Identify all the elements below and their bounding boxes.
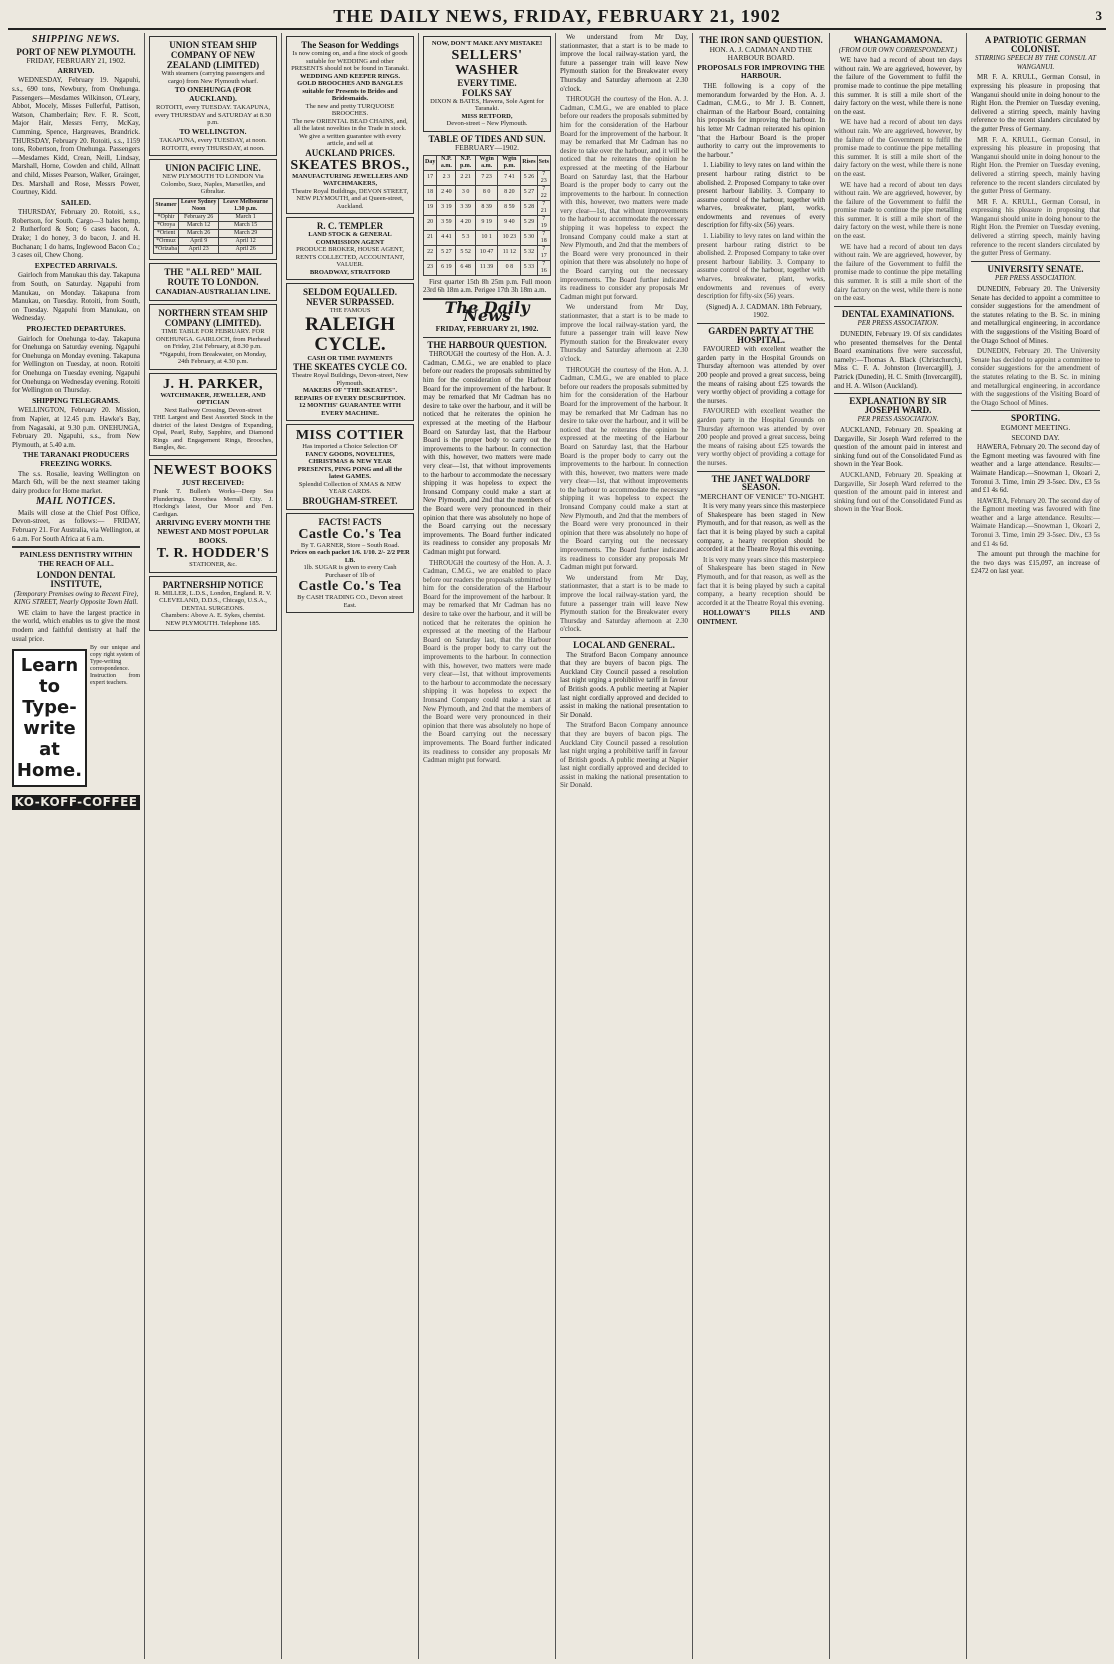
table-row bbox=[424, 200, 551, 215]
table-header: Leave Melbourne 1.30 p.m. bbox=[219, 198, 273, 213]
table-cell: 21 bbox=[424, 230, 437, 245]
column-5-intro: We understand from Mr Day, stationmaster, that a start is to be made to improve the local railway-station yard, the future a passenger train will leave New Plymouth station for the Breakwater every Thursday and Saturday afternoon at 2.30 o'clock. bbox=[560, 33, 688, 93]
table-cell: 10 23 bbox=[498, 230, 521, 245]
table-header: Steamer bbox=[154, 198, 179, 213]
mail-notices-heading: MAIL NOTICES. bbox=[35, 496, 117, 508]
table-row bbox=[154, 237, 273, 245]
table-row bbox=[424, 230, 551, 245]
divider bbox=[12, 546, 140, 548]
iron-sand-heading: THE IRON SAND QUESTION. bbox=[699, 35, 823, 45]
table-cell: April 23 bbox=[179, 245, 219, 253]
cycle-heading: CYCLE. bbox=[314, 333, 386, 355]
table-row bbox=[154, 229, 273, 237]
sailings-text: THURSDAY, February 20. Rotoiti, s.s., Robertson, for South. Cargo—3 bales hemp, 2 Rutherford & Son; 6 cases bacon, A. Drake; 1 do honey, 3 do bacon, J. and H. Buchanan; 1 do hams, Inglewood Bacon Co.; 3 cases oil, Chew Chong. bbox=[12, 208, 140, 260]
table-cell: March 26 bbox=[179, 229, 219, 237]
onehunga-text: ROTOITI, every TUESDAY. TAKAPUNA, every THURSDAY and SATURDAY at 8.30 p.m. bbox=[154, 104, 272, 127]
sporting-heading: SPORTING. bbox=[1011, 413, 1060, 424]
harbour-question-heading: THE HARBOUR QUESTION. bbox=[427, 339, 547, 350]
whangamamona-text: WE have had a record of about ten days without rain. We are aggrieved, however, by the failure of the Government to fulfil the promise made to continue the pipe metalling this summer. It is still a mile short of the dairy factory on the west, while there is none on the east. bbox=[834, 56, 962, 116]
facts-text: FACTS! FACTS bbox=[318, 516, 382, 527]
table-cell: 8 0 bbox=[475, 185, 498, 200]
column-1 bbox=[8, 33, 145, 1659]
famous-text: THE FAMOUS bbox=[329, 307, 371, 314]
all-red-ad bbox=[149, 263, 277, 302]
table-cell: 7 16 bbox=[537, 260, 550, 275]
column-5-continued: We understand from Mr Day, stationmaster, that a start is to be made to improve the local railway-station yard, the future a passenger train will leave New Plymouth station for the Breakwater every Thursday and Saturday afternoon at 2.30 o'clock. bbox=[560, 573, 688, 634]
table-cell: 8 39 bbox=[475, 200, 498, 215]
raleigh-heading: RALEIGH bbox=[305, 313, 395, 335]
table-cell: 5 30 bbox=[521, 230, 537, 245]
all-red-heading: THE "ALL RED" MAIL ROUTE TO LONDON. bbox=[164, 266, 262, 287]
table-cell: 7 17 bbox=[537, 245, 550, 260]
university-senate-continued: DUNEDIN, February 20. The University Senate has decided to appoint a committee to consider suggestions for the amendment of the statutes relating to the B. Sc. in mining and metallurgical engineering, in accordance with the suggestions of the Visiting Board of the Otago School of Mines. bbox=[971, 347, 1100, 407]
castle-heading: Castle Co.'s Tea bbox=[298, 526, 402, 542]
cottier-ad bbox=[286, 424, 414, 510]
auckland-prices: AUCKLAND PRICES. bbox=[305, 147, 395, 158]
union-heading: UNION STEAM SHIP COMPANY OF NEW ZEALAND (LIMITED) bbox=[166, 40, 260, 70]
table-cell: 6 19 bbox=[437, 260, 456, 275]
table-header: Rises bbox=[521, 155, 537, 170]
learn-line: write bbox=[23, 718, 76, 740]
sporting-continued: HAWERA, February 20. The second day of the Egmont meeting was favoured with fine weather and a large attendance. Results:— Waimate Handicap.—Snowman 1, Okoari 2, Toronui 3. Time, 1min 29 3-5sec. Div., £3 5s and £1 4s 6d. bbox=[971, 496, 1100, 548]
column-3 bbox=[282, 33, 419, 1659]
table-header: Leave Sydney Noon bbox=[179, 198, 219, 213]
table-row bbox=[424, 245, 551, 260]
table-cell: *Orizaba bbox=[155, 245, 177, 252]
whangamamona-heading: WHANGAMAMONA. bbox=[853, 35, 943, 45]
table-row bbox=[424, 170, 551, 185]
table-cell: March 12 bbox=[179, 221, 219, 229]
sellers-washer-ad bbox=[423, 36, 551, 132]
retford-address: Devon-street – New Plymouth. bbox=[446, 120, 528, 127]
repairs-text: REPAIRS OF EVERY DESCRIPTION. bbox=[294, 394, 406, 402]
iron-sand-text: THE following is a copy of the memorandum forwarded by the Hon. A. J. Cadman, C.M.G., to Mr J. B. Connett, chairman of the Harbour Board, containing his proposals for improving the harbour. In his letter Mr Cadman reiterated his opinion "that the Harbour Board is the proper authority to carry out the improvements to the harbour." bbox=[697, 81, 825, 159]
dental-institute-sub: (Temporary Premises owing to Recent Fire), KING STREET, Nearly Opposite Town Hall. bbox=[13, 589, 139, 607]
table-cell: 3 59 bbox=[437, 215, 456, 230]
memo-items: 1. Liability to levy rates on land within the present harbour rating district to be abolished. 2. Proposed Company to take over present harbour liability. 3. Company to assume control of the harbour, together with wharves, breakwater, plant, works, endowments and revenues of every description for fifty-six (56) years. bbox=[697, 161, 825, 230]
raleigh-ad bbox=[286, 283, 414, 421]
local-general-text: The Stratford Bacon Company announce that they are buyers of bacon pigs. The Auckland City Council passed a resolution last night urging a prohibitive tariff in favour of British goods. A public meeting at Napier last night cordially approved and decided to assist in making the national presentation to Sir Donald. bbox=[560, 650, 688, 719]
expected-text: Gairloch from Manukau this day. Takapuna from South, on Saturday. Ngapuhi from Manukau, on Monday. Takapuna from Manukau, on Tuesday. Rotoiti, from South, on Tuesday. Ngapuhi from Manukau, on Wednesday. bbox=[12, 271, 140, 323]
cottier-sub: Has imported a Choice Selection OF bbox=[302, 443, 398, 450]
column-2 bbox=[145, 33, 282, 1659]
dental-exams-heading: DENTAL EXAMINATIONS. bbox=[841, 308, 955, 319]
ward-heading: EXPLANATION BY SIR JOSEPH WARD. bbox=[849, 396, 947, 415]
patriotic-continued: MR F. A. KRULL, German Consul, in expressing his pleasure in proposing that Wanganui should unite in doing honour to the Right Hon. the Premier on Tuesday evening, delivered a stirring speech, mainly having reference to the recent slanders circulated by the gutter Press of Germany. bbox=[971, 135, 1100, 196]
cash-trading-text: By CASH TRADING CO., Devon street East. bbox=[297, 594, 403, 609]
table-header: Wgtn p.m. bbox=[498, 155, 521, 170]
tides-body bbox=[424, 170, 551, 275]
parker-sub: WATCHMAKER, JEWELLER, AND OPTICIAN bbox=[160, 391, 266, 407]
ward-sub: PER PRESS ASSOCIATION. bbox=[857, 415, 939, 424]
templer-text: PRODUCE BROKER, HOUSE AGENT, RENTS COLLECTED, ACCOUNTANT, VALUER. bbox=[295, 246, 405, 268]
skeates-cycle-address: Theatre Royal Buildings, Devon-street, New Plymouth. bbox=[291, 372, 409, 387]
prices-text: Prices on each packet 1/6. 1/10. 2/- 2/2 PER LB. bbox=[290, 549, 410, 564]
mail-notices-text: Mails will close at the Chief Post Office, Devon-street, as follows:— FRIDAY, February 21. For Australia, via Wellington, at 6 a.m. For South Africa at 6 a.m. bbox=[12, 508, 140, 543]
dental-exams-sub: PER PRESS ASSOCIATION. bbox=[857, 319, 939, 328]
column-6 bbox=[693, 33, 830, 1659]
guarantee-text: We give a written guarantee with every article, and sell at bbox=[299, 132, 401, 147]
table-row bbox=[424, 215, 551, 230]
telegrams-heading: SHIPPING TELEGRAMS. bbox=[32, 395, 120, 405]
signed-text: (Signed) A. J. CADMAN. 18th February, 1902. bbox=[706, 302, 822, 320]
janet-waldorf-heading: THE JANET WALDORF SEASON. bbox=[711, 473, 811, 493]
northern-steam-ad bbox=[149, 304, 277, 370]
table-cell: 7 22 bbox=[537, 185, 550, 200]
turquoise-text: The new and pretty TURQUOISE BROOCHES. bbox=[305, 102, 395, 117]
table-cell: 20 bbox=[424, 215, 437, 230]
wellington-text: TAKAPUNA, every TUESDAY, at noon. ROTOITI, every THURSDAY, at noon. bbox=[159, 137, 267, 152]
table-cell: 5 28 bbox=[521, 200, 537, 215]
port-heading: PORT OF NEW PLYMOUTH. bbox=[16, 46, 136, 57]
paper-title: THE DAILY NEWS, FRIDAY, FEBRUARY 21, 1902 bbox=[333, 6, 781, 26]
table-header: Wgtn a.m. bbox=[475, 155, 498, 170]
northern-text: TIME TABLE FOR FEBRUARY. FOR ONEHUNGA. GAIRLOCH, from Pierhead on Friday, 21st February, at 8.30 p.m. *Ngapuhi, from Breakwater, on Monday, 24th February, at 4.30 p.m. bbox=[156, 328, 270, 366]
tides-header-row bbox=[424, 155, 551, 170]
table-cell: 5 33 bbox=[521, 260, 537, 275]
table-cell: 5 3 bbox=[456, 230, 475, 245]
divider bbox=[423, 337, 551, 338]
sporting-bottom: The amount put through the machine for the two days was £15,097, an increase of £2472 on last year. bbox=[971, 550, 1100, 576]
hodder-heading: T. R. HODDER'S bbox=[156, 546, 270, 562]
table-cell: 5 27 bbox=[521, 185, 537, 200]
whangamamona-continued: WE have had a record of about ten days without rain. We are aggrieved, however, by the failure of the Government to fulfil the promise made to continue the pipe metalling this summer. It is still a mile short of the dairy factory on the west, while there is none on the east. bbox=[834, 242, 962, 303]
whangamamona-continued: WE have had a record of about ten days without rain. We are aggrieved, however, by the failure of the Government to fulfil the promise made to continue the pipe metalling this summer. It is still a mile short of the dairy factory on the west, while there is none on the east. bbox=[834, 180, 962, 241]
iron-sand-sub: HON. A. J. CADMAN AND THE HARBOUR BOARD. bbox=[709, 44, 813, 63]
table-cell: *Ormuz bbox=[154, 237, 179, 245]
page-number: 3 bbox=[1095, 8, 1102, 23]
skeates-cycle-heading: THE SKEATES CYCLE CO. bbox=[293, 362, 407, 372]
table-cell: 3 39 bbox=[456, 200, 475, 215]
learn-side-text: By our unique and copy right system of Type-writing correspondence. Instruction from expert teachers. bbox=[90, 645, 140, 687]
local-general-heading: LOCAL AND GENERAL. bbox=[573, 639, 675, 650]
skeates-address: Theatre Royal Buildings, DEVON STREET, NEW PLYMOUTH, and at Queen-street, Auckland. bbox=[291, 187, 409, 210]
table-cell: *Oroya bbox=[154, 221, 179, 229]
parker-heading: J. H. PARKER, bbox=[163, 376, 263, 392]
dental-institute-heading: LONDON DENTAL INSTITUTE, bbox=[36, 570, 116, 590]
learn-to-typewrite-ad bbox=[12, 649, 87, 787]
shipping-news-heading: SHIPPING NEWS. bbox=[31, 34, 121, 45]
table-cell: 19 bbox=[424, 200, 437, 215]
table-cell: February 26 bbox=[179, 213, 219, 221]
moon-phases: First quarter 15th 8h 25m p.m. Full moon 23rd 6h 18m a.m. Perigee 17th 3h 18m a.m. bbox=[423, 277, 551, 295]
northern-heading: NORTHERN STEAM SHIP COMPANY (LIMITED). bbox=[158, 308, 268, 329]
column-4 bbox=[419, 33, 556, 1659]
table-cell: 11 39 bbox=[475, 260, 498, 275]
hodder-sub: STATIONER, &c. bbox=[189, 561, 237, 569]
university-senate-text: DUNEDIN, February 20. The University Senate has decided to appoint a committee to consider suggestions for the amendment of the statutes relating to the B. Sc. in mining and metallurgical engineering, in accordance with the suggestions of the Visiting Board of the Otago School of Mines. bbox=[971, 285, 1100, 345]
producers-text: The s.s. Rosalie, leaving Wellington on March 6th, will be the next steamer taking dairy produce for Home market. bbox=[12, 469, 140, 495]
expected-heading: EXPECTED ARRIVALS. bbox=[34, 260, 118, 270]
local-general-continued: The Stratford Bacon Company announce that they are buyers of bacon pigs. The Auckland City Council passed a resolution last night urging a prohibitive tariff in favour of British goods. A public meeting at Napier last night cordially approved and decided to assist in making the national presentation to Sir Donald. bbox=[560, 721, 688, 790]
table-cell: 8 59 bbox=[498, 200, 521, 215]
divider bbox=[697, 471, 825, 472]
table-cell: 7 21 bbox=[537, 200, 550, 215]
tides-heading: TABLE OF TIDES AND SUN. bbox=[428, 133, 546, 144]
cottier-more: Splendid Collection of XMAS & NEW YEAR CARDS. bbox=[298, 480, 402, 495]
never-text: NEVER SURPASSED. bbox=[306, 297, 394, 307]
university-senate-heading: UNIVERSITY SENATE. bbox=[987, 263, 1084, 274]
telegrams-text: WELLINGTON, February 20. Mission, from Napier, at 12.45 p.m. Hawke's Bay, from Nagasaki, at 9.30 p.m. ONEHUNGA, February 20. Ngapuhi, s.s., from New Plymouth, at 5.40 a.m. bbox=[12, 406, 140, 449]
partnership-heading: PARTNERSHIP NOTICE bbox=[162, 579, 264, 590]
table-cell: 5 52 bbox=[456, 245, 475, 260]
table-cell: 7 23 bbox=[475, 170, 498, 185]
skeates-sub: MANUFACTURING JEWELLERS AND WATCHMAKERS, bbox=[292, 172, 408, 187]
retford-heading: MISS RETFORD, bbox=[461, 112, 513, 120]
templer-sub: LAND STOCK & GENERAL COMMISSION AGENT bbox=[308, 231, 392, 246]
table-row bbox=[154, 245, 273, 253]
table-cell: 11 12 bbox=[498, 245, 521, 260]
table-cell: 2 40 bbox=[437, 185, 456, 200]
learn-ad bbox=[12, 645, 140, 791]
table-header: N.P. p.m. bbox=[456, 155, 475, 170]
table-row bbox=[424, 260, 551, 275]
union-steam-ad bbox=[149, 36, 277, 156]
canadian-heading: CANADIAN-AUSTRALIAN LINE. bbox=[155, 286, 271, 296]
wellington-heading: TO WELLINGTON. bbox=[179, 126, 247, 136]
table-cell: 0 8 bbox=[498, 260, 521, 275]
months-text: 12 MONTHS' GUARANTEE WITH EVERY MACHINE. bbox=[299, 402, 401, 417]
learn-line: to Type- bbox=[22, 676, 77, 719]
partnership-text: R. MILLER, L.D.S., London, England. R. V. CLEVELAND, D.D.S., Chicago, U.S.A., DENTAL SURGEONS. bbox=[154, 589, 272, 612]
table-header: Sets bbox=[537, 155, 550, 170]
table-cell: 9 40 bbox=[498, 215, 521, 230]
ward-text: AUCKLAND, February 20. Speaking at Dargaville, Sir Joseph Ward referred to the question of the amount paid in interest and sinking fund out of the Consolidated Fund as shown in the Year Book. bbox=[834, 425, 962, 469]
divider bbox=[971, 410, 1100, 411]
books-sub: JUST RECEIVED: bbox=[181, 477, 245, 487]
union-text: With steamers (carrying passengers and cargo) from New Plymouth wharf. bbox=[161, 70, 265, 85]
table-cell: 2 21 bbox=[456, 170, 475, 185]
table-cell: March 15 bbox=[219, 221, 273, 229]
table-cell: 7 19 bbox=[537, 215, 550, 230]
table-cell: 18 bbox=[424, 185, 437, 200]
whangamamona-continued: WE have had a record of about ten days without rain. We are aggrieved, however, by the failure of the Government to fulfil the promise made to continue the pipe metalling this summer. It is still a mile short of the dairy factory on the west, while there is none on the east. bbox=[834, 118, 962, 178]
port-date: FRIDAY, FEBRUARY 21, 1902. bbox=[26, 56, 126, 66]
harbour-question-text: THROUGH the courtesy of the Hon. A. J. Cadman, C.M.G., we are enabled to place before our readers the proposals submitted by him for the consideration of the Harbour Board for the improvement of the harbour. It may be remarked that Mr Cadman has no desire to take over the harbour, and it will be noticed that he reiterates the opinion he expressed at the meeting of the Harbour Board on Saturday last, that the Harbour Board is the proper body to carry out the improvements to the harbour. In connection with this, however, two matters were made very clear—1st, that without improvements to the harbour to accommodate the necessary shipping it was hopeless to expect the Ironsand Company could make a start at New Plymouth, and 2nd that the members of the Board were very pronounced in their opinion that there was absolutely no hope of the Board carrying out the necessary improvements. The Board further indicated its readiness to consider any proposals Mr Cadman might put forward. bbox=[423, 350, 551, 556]
table-cell: March 1 bbox=[219, 213, 273, 221]
cottier-heading: MISS COTTIER bbox=[295, 428, 405, 443]
weddings-text: Is now coming on, and a fine stock of goods suitable for WEDDING and other PRESENTS should not be found in Taranaki. bbox=[291, 50, 409, 72]
daily-news-title: The Daily News bbox=[444, 297, 530, 326]
rings-text: WEDDING AND KEEPER RINGS. GOLD BROOCHES AND BANGLES suitable for Presents to Brides and Bridesmaids. bbox=[297, 72, 403, 102]
parker-text: THE Largest and Best Assorted Stock in the district of the latest Designs of Expanding, Opal, Pearl, Ruby, Sapphire, and Diamond Rings and Engagement Rings, Brooches, Bangles, &c. bbox=[153, 414, 273, 452]
table-header: N.P. a.m. bbox=[437, 155, 456, 170]
onehunga-heading: TO ONEHUNGA (FOR AUCKLAND). bbox=[174, 85, 252, 103]
table-cell: 3 0 bbox=[456, 185, 475, 200]
daily-news-date: FRIDAY, FEBRUARY 21, 1902. bbox=[435, 324, 539, 334]
arrived-heading: ARRIVED. bbox=[57, 65, 95, 75]
garden-party-continued: FAVOURED with excellent weather the garden party in the Hospital Grounds on Thursday afternoon was attended by over 200 people and proved a great success, being the means of raising about £25 towards the very worthy object of providing a cottage for the nurses. bbox=[697, 407, 825, 467]
makers-text: MAKERS OF "THE SKEATES". bbox=[302, 387, 398, 394]
divider bbox=[697, 323, 825, 324]
books-text: Frank T. Bullen's Works—Deep Sea Plunderings. Dorothea Merrall City. J. Hocking's latest, Our Moor and Fen. Cardigan. bbox=[153, 488, 273, 518]
table-header: Day bbox=[424, 155, 437, 170]
books-ad bbox=[149, 459, 277, 573]
parker-address: Next Railway Crossing, Devon-street bbox=[164, 406, 262, 414]
table-cell: 5 27 bbox=[437, 245, 456, 260]
table-cell: April 12 bbox=[219, 237, 273, 245]
projected-heading: PROJECTED DEPARTURES. bbox=[26, 324, 126, 333]
table-cell: *Ophir bbox=[154, 213, 179, 221]
brougham-text: BROUGHAM-STREET. bbox=[302, 495, 398, 506]
table-cell: 7 18 bbox=[537, 230, 550, 245]
koff-coffee-ad: KO-KOFF-COFFEE bbox=[12, 795, 140, 810]
proposals-heading: PROPOSALS FOR IMPROVING THE HARBOUR. bbox=[697, 62, 825, 81]
table-cell: 7 41 bbox=[498, 170, 521, 185]
table-row bbox=[424, 185, 551, 200]
column-5 bbox=[556, 33, 693, 1659]
column-5-continued: THROUGH the courtesy of the Hon. A. J. Cadman, C.M.G., we are enabled to place before our readers the proposals submitted by him for the consideration of the Harbour Board for the improvement of the harbour. It may be remarked that Mr Cadman has no desire to take over the harbour, and it will be noticed that he reiterates the opinion he expressed at the meeting of the Harbour Board on Saturday last, that the Harbour Board is the proper body to carry out the improvements to the harbour. In connection with this, however, two matters were made very clear—1st, that without improvements to the harbour to accommodate the necessary shipping it was hopeless to expect the Ironsand Company could make a start at New Plymouth, and 2nd that the members of the Board were very pronounced in their opinion that there was absolutely no hope of the Board carrying out the necessary improvements. The Board further indicated its readiness to consider any proposals Mr Cadman might put forward. bbox=[560, 365, 688, 572]
pacific-heading: UNION PACIFIC LINE. bbox=[165, 163, 261, 174]
garden-party-text: FAVOURED with excellent weather the garden party in the Hospital Grounds on Thursday afternoon was attended by over 200 people and proved a great success, being the means of raising about £25 towards the very worthy object of providing a cottage for the nurses. bbox=[697, 345, 825, 405]
dixon-text: DIXON & BATES, Hawera, Sole Agent for Taranaki. bbox=[430, 97, 544, 112]
cash-text: CASH OR TIME PAYMENTS bbox=[307, 354, 393, 362]
table-cell: 9 19 bbox=[475, 215, 498, 230]
arriving-text: ARRIVING EVERY MONTH THE NEWEST AND MOST POPULAR BOOKS. bbox=[155, 518, 271, 545]
parker-ad bbox=[149, 373, 277, 456]
books-heading: NEWEST BOOKS bbox=[153, 462, 273, 478]
every-time-text: EVERY TIME. bbox=[457, 77, 517, 88]
whangamamona-sub: (FROM OUR OWN CORRESPONDENT.) bbox=[838, 45, 958, 54]
table-cell: 17 bbox=[424, 170, 437, 185]
table-cell: 10 47 bbox=[475, 245, 498, 260]
sporting-sub: EGMONT MEETING. bbox=[1000, 422, 1071, 432]
sporting-text: HAWERA, February 20. The second day of the Egmont meeting was favoured with fine weather and a large attendance. Results:— Waimate Handicap.—Snowman 1, Okoari 2, Toronui 3. Time, 1min 29 3-5sec. Div., £3 5s and £1 4s 6d. bbox=[971, 443, 1100, 495]
castle-by: By T. GARNER, Store – South Road. bbox=[300, 541, 400, 549]
harbour-question-continued: THROUGH the courtesy of the Hon. A. J. Cadman, C.M.G., we are enabled to place before our readers the proposals submitted by him for the consideration of the Harbour Board for the improvement of the harbour. It may be remarked that Mr Cadman has no desire to take over the harbour, and it will be noticed that he reiterates the opinion he expressed at the meeting of the Harbour Board on Saturday last, that the Harbour Board is the proper body to carry out the improvements to the harbour. In connection with this, however, two matters were made very clear—1st, that without improvements to the harbour to accommodate the necessary shipping it was hopeless to expect the Ironsand Company could make a start at New Plymouth, and 2nd that the members of the Board were very pronounced in their opinion that there was absolutely no hope of the Board carrying out the necessary improvements. The Board further indicated its readiness to consider any proposals Mr Cadman might put forward. bbox=[423, 558, 551, 765]
table-cell: 5 32 bbox=[521, 245, 537, 260]
tides-table bbox=[423, 155, 551, 276]
templer-heading: R. C. TEMPLER bbox=[316, 221, 384, 231]
divider bbox=[834, 306, 962, 307]
castle-heading-2: Castle Co.'s Tea bbox=[298, 579, 402, 594]
table-cell: 5 29 bbox=[521, 215, 537, 230]
table-cell: 3 19 bbox=[437, 200, 456, 215]
weddings-ad bbox=[286, 36, 414, 214]
seldom-text: SELDOM EQUALLED. bbox=[302, 287, 398, 297]
templer-ad bbox=[286, 217, 414, 280]
masthead bbox=[8, 6, 1106, 30]
table-cell: April 26 bbox=[219, 245, 273, 253]
table-cell: 6 48 bbox=[456, 260, 475, 275]
table-cell: 23 bbox=[424, 260, 437, 275]
memo-continued: 1. Liability to levy rates on land within the present harbour rating district to be abolished. 2. Proposed Company to take over present harbour liability. 3. Company to assume control of the harbour, together with wharves, breakwater, plant, works, endowments and revenues of every description for fifty-six (56) years. bbox=[697, 232, 825, 301]
sporting-second: SECOND DAY. bbox=[1011, 432, 1060, 442]
sailing-table-body bbox=[154, 213, 273, 253]
union-pacific-ad bbox=[149, 159, 277, 260]
sellers-heading: SELLERS' WASHER bbox=[451, 47, 523, 78]
sailing-table bbox=[153, 198, 273, 254]
column-5-continued: THROUGH the courtesy of the Hon. A. J. Cadman, C.M.G., we are enabled to place before our readers the proposals submitted by him for the consideration of the Harbour Board for the improvement of the harbour. It may be remarked that Mr Cadman has no desire to take over the harbour, and it will be noticed that he reiterates the opinion he expressed at the meeting of the Harbour Board on Saturday last, that the Harbour Board is the proper body to carry out the improvements to the harbour. In connection with this, however, two matters were made very clear—1st, that without improvements to the harbour to accommodate the necessary shipping it was hopeless to expect the Ironsand Company could make a start at New Plymouth, and 2nd that the members of the Board were very pronounced in their opinion that there was absolutely no hope of the Board carrying out the necessary improvements. The Board further indicated its readiness to consider any proposals Mr Cadman might put forward. bbox=[560, 95, 688, 301]
projected-text: Gairloch for Onehunga to-day. Takapuna for Onehunga on Saturday evening. Ngapuhi for Onehunga on Monday evening. Takapuna for Wellington on Tuesday, at noon. Rotoiti for Onehunga on Tuesday evening. Ngapuhi for Onehunga on Wednesday evening. Rotoiti for Wellington on Thursday. bbox=[12, 334, 141, 395]
table-cell: 10 1 bbox=[475, 230, 498, 245]
learn-line: at bbox=[39, 739, 60, 761]
dont-heading: NOW, DON'T MAKE ANY MISTAKE! bbox=[431, 40, 543, 47]
dental-institute-text: WE claim to have the largest practice in the world, which enables us to give the most modern and faithful dentistry at half the usual price. bbox=[12, 608, 140, 643]
divider bbox=[560, 637, 688, 638]
oriental-text: The new ORIENTAL BEAD CHAINS, and, all the latest novelties in the Trade in stock. bbox=[292, 117, 408, 132]
learn-line: Learn bbox=[20, 655, 79, 677]
table-cell: 4 41 bbox=[437, 230, 456, 245]
garden-party-heading: GARDEN PARTY AT THE HOSPITAL. bbox=[708, 326, 814, 345]
column-8 bbox=[967, 33, 1104, 1659]
holloway-text: HOLLOWAY'S PILLS AND OINTMENT. bbox=[697, 609, 825, 626]
broadway-text: BROADWAY, STRATFORD bbox=[309, 268, 391, 276]
table-row bbox=[154, 213, 273, 221]
column-7 bbox=[830, 33, 967, 1659]
patriotic-text: MR F. A. KRULL, German Consul, in expressing his pleasure in proposing that Wanganui should unite in doing honour to the Right Hon. the Premier on Tuesday evening, delivered a stirring speech, mainly having reference to the recent slanders circulated by the gutter Press of Germany. bbox=[971, 73, 1100, 133]
table-cell: 8 20 bbox=[498, 185, 521, 200]
folks-say: FOLKS SAY bbox=[462, 87, 512, 98]
table-cell: April 9 bbox=[179, 237, 219, 245]
table-row bbox=[154, 221, 273, 229]
sailed-heading: SAILED. bbox=[61, 197, 91, 207]
table-cell: 4 20 bbox=[456, 215, 475, 230]
partnership-ad bbox=[149, 576, 277, 632]
producers-heading: THE TARANAKI PRODUCERS FREEZING WORKS. bbox=[22, 450, 130, 468]
patriotic-sub: STIRRING SPEECH BY THE CONSUL AT WANGANUI. bbox=[974, 54, 1097, 71]
dental-exams-text: DUNEDIN, February 19. Of six candidates who presented themselves for the Dental Board examinations five were successful, namely:—Thomas A. Black (Christchurch), Miss C. F. A. Johnston (Invercargill), J. Patrick (Dunedin), H. C. Smith (Invercargill), and H. A. Wilson (Auckland). bbox=[834, 330, 962, 390]
table-cell: 22 bbox=[424, 245, 437, 260]
table-cell: 2 3 bbox=[437, 170, 456, 185]
janet-waldorf-continued: It is very many years since this masterpiece of Shakespeare has been staged in New Plymouth, and for that reason, as well as the fact that it is being played by such a capital company, a hearty reception should be accorded it at the Theatre Royal this evening. bbox=[697, 555, 825, 607]
tides-sub: FEBRUARY—1902. bbox=[455, 143, 519, 153]
table-cell: 7 23 bbox=[537, 170, 550, 185]
painless-heading: PAINLESS DENTISTRY WITHIN THE REACH OF ALL. bbox=[19, 550, 133, 568]
weddings-heading: The Season for Weddings bbox=[301, 40, 399, 50]
pacific-sub: NEW PLYMOUTH TO LONDON Via Colombo, Suez, Naples, Marseilles, and Gibraltar. bbox=[160, 173, 266, 196]
patriotic-heading: A PATRIOTIC GERMAN COLONIST. bbox=[984, 35, 1087, 54]
cottier-text: FANCY GOODS, NOVELTIES, CHRISTMAS & NEW YEAR PRESENTS, PING PONG and all the latest GAMES. bbox=[297, 450, 403, 480]
column-5-continued: We understand from Mr Day, stationmaster, that a start is to be made to improve the local railway-station yard, the future a passenger train will leave New Plymouth station for the Breakwater every Thursday and Saturday afternoon at 2.30 o'clock. bbox=[560, 303, 688, 363]
sugar-text: 1lb. SUGAR is given to every Cash Purchaser of 1lb of bbox=[303, 564, 397, 579]
divider bbox=[834, 393, 962, 394]
skeates-heading: SKEATES BROS., bbox=[290, 157, 410, 173]
arrivals-text: WEDNESDAY, February 19. Ngapuhi, s.s., 690 tons, Newbury, from Onehunga. Passengers—Mesdames Wilkinson, O'Leary, Abbot, Mocely, Misses Fullerful, Pattison, Watson, Chamberlain; Rev. F. R. Scott, Major Hair, Messrs Ferry, McKay, Cumming, Spence, Hargreaves, Brandrick. THURSDAY, February 20. Rotoiti, s.s., 1159 tons, Robertson, from Onehunga. Passengers—Mesdames Kidd, Crean, Neill, Lindsay, Marshall, Horne, Cowden and child, Allnatt and child, Misses Pearson, Walker, Grainger, Drs. Marshall and Rose, Messrs Power, Courtney, Kidd. bbox=[12, 76, 140, 197]
chambers-text: Chambers: Above A. E. Sykes, chemist. NEW PLYMOUTH. Telephone 185. bbox=[161, 612, 265, 627]
janet-waldorf-sub: "MERCHANT OF VENICE" TO-NIGHT. bbox=[697, 491, 825, 501]
table-cell: *Orient bbox=[154, 229, 179, 237]
table-cell: 5 26 bbox=[521, 170, 537, 185]
divider bbox=[971, 261, 1100, 262]
castle-tea-ad bbox=[286, 513, 414, 614]
patriotic-continued: MR F. A. KRULL, German Consul, in expressing his pleasure in proposing that Wanganui should unite in doing honour to the Right Hon. the Premier on Tuesday evening, delivered a stirring speech, mainly having reference to the recent slanders circulated by the gutter Press of Germany. bbox=[971, 197, 1100, 258]
university-senate-sub: PER PRESS ASSOCIATION. bbox=[994, 274, 1077, 283]
table-cell: March 29 bbox=[219, 229, 273, 237]
ward-continued: AUCKLAND, February 20. Speaking at Dargaville, Sir Joseph Ward referred to the question of the amount paid in interest and sinking fund out of the Consolidated Fund as shown in the Year Book. bbox=[834, 470, 962, 514]
janet-waldorf-text: It is very many years since this masterpiece of Shakespeare has been staged in New Plymouth, and for that reason, as well as the fact that it is being played by such a capital company, a hearty reception should be accorded it at the Theatre Royal this evening. bbox=[697, 502, 825, 554]
learn-line: Home. bbox=[16, 760, 83, 782]
